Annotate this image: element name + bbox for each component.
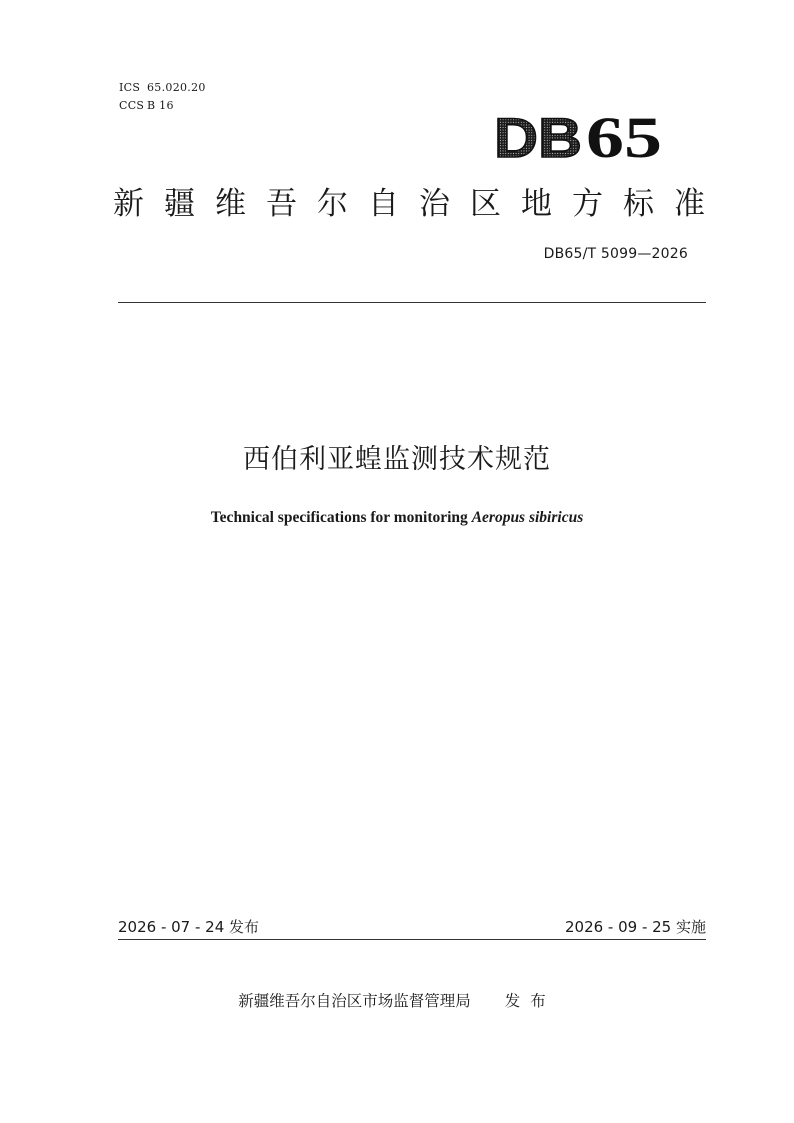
standard-type-char: 治	[419, 186, 450, 222]
ccs-label: CCS	[119, 99, 145, 112]
standard-type-char: 自	[368, 186, 399, 222]
title-chinese: 西伯利亚蝗监测技术规范	[243, 444, 551, 475]
standard-type-char: 地	[521, 186, 552, 222]
logo-letters: DB	[494, 108, 582, 166]
title-english	[0, 508, 794, 528]
publisher-line	[0, 990, 794, 1012]
standard-type-char: 疆	[164, 186, 195, 222]
db65-logo-graphic	[494, 108, 664, 166]
publisher-name: 新疆维吾尔自治区市场监督管理局	[238, 992, 471, 1010]
standard-type-heading	[113, 184, 705, 224]
title-english-species: Aeropus sibiricus	[471, 509, 584, 526]
standard-type-char: 新	[113, 186, 144, 222]
standard-type-char: 维	[215, 186, 246, 222]
title-english-prefix: Technical specifications for monitoring	[210, 509, 472, 526]
implementation-date: 2026 - 09 - 25 实施	[564, 918, 706, 936]
publisher-action: 发布	[504, 992, 556, 1010]
logo-digits: 65	[586, 108, 662, 166]
ics-label: ICS	[119, 81, 141, 94]
footer-divider	[118, 939, 706, 940]
ccs-value: B 16	[147, 99, 174, 112]
ics-value: 65.020.20	[147, 81, 206, 94]
header-divider	[118, 302, 706, 303]
standard-type-char: 方	[572, 186, 603, 222]
standard-type-char: 吾	[266, 186, 297, 222]
standard-type-char: 区	[470, 186, 501, 222]
ccs-code	[119, 99, 174, 112]
standard-type-char: 标	[623, 186, 654, 222]
db65-logo	[494, 108, 664, 166]
standard-type-char: 尔	[317, 186, 348, 222]
standard-type-char: 准	[674, 186, 705, 222]
standard-number: DB65/T 5099—2026	[543, 246, 688, 262]
issue-date: 2026 - 07 - 24 发布	[118, 918, 260, 936]
ics-code	[119, 81, 206, 94]
